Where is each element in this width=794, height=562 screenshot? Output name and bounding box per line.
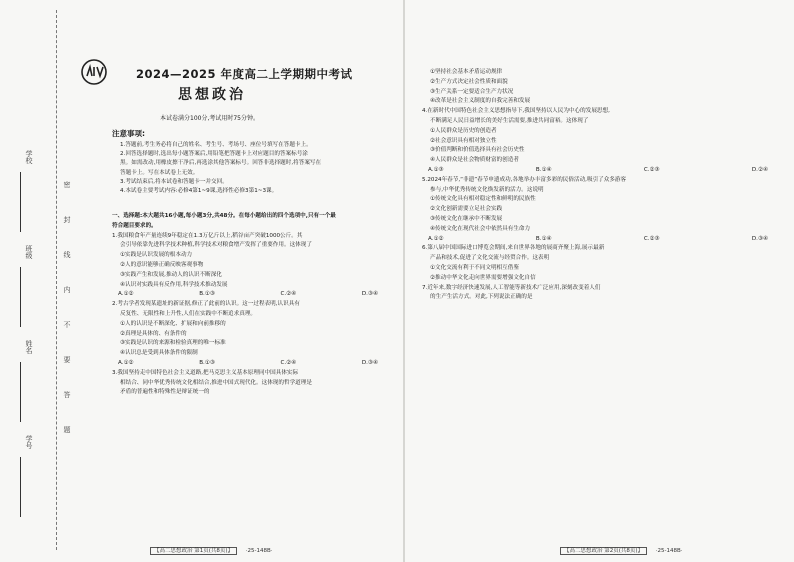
question-line: ①人的认识是不断深化、扩展和向前推移的	[120, 320, 226, 327]
answer-option: C.②④	[280, 359, 297, 366]
notice-list: 1.答题前,考生务必将自己的姓名、考生号、考场号、座位号填写在答题卡上。 2.回答选择题时,选出每小题答案后,用铅笔把答题卡上对应题目的答案标号涂 黑。如需改动,用橡皮擦干净后,再选涂其他答案标号。回答非选择题时,将答案写在 答题卡上。写在本试卷上无效。 3.考试结束后,将本试卷和答题卡一并交回。 4.本试卷主要考试内容:必修4第1~9课,选择性必修3第1~3课。	[120, 142, 322, 195]
question-line: 4.在新时代中国特色社会主义思想指导下,我国坚持以人民为中心的发展思想,	[422, 108, 610, 115]
left-question-column	[112, 212, 396, 398]
answer-option: A.①③	[428, 166, 444, 173]
exam-title-year: 2024—2025 年度高二上学期期中考试	[136, 67, 353, 81]
question-line: 不断满足人民日益增长的美好生活需要,推进共同富裕。这体现了	[430, 117, 589, 124]
question-line: 7.近年来,数字经济快速发展,人工智能等新技术广泛应用,深刻改变着人们	[422, 284, 601, 291]
question-line: 5.2024年春节,“非遗”春节申遗成功,各地举办丰富多彩的民俗活动,吸引了众多游客	[422, 176, 627, 183]
question-line: ④认识对实践具有反作用,科学技术推动发展	[120, 281, 228, 288]
answer-option: B.①④	[535, 235, 552, 242]
answer-option: C.②③	[643, 235, 660, 242]
right-question-column	[422, 68, 786, 303]
answer-option: B.①③	[199, 359, 215, 366]
footer-right: 【高二思想政治 第2页(共8页)】 ·25-148B·	[560, 546, 683, 554]
question-line: ①坚持社会基本矛盾运动规律	[430, 69, 503, 75]
exam-title-subject: 思想政治	[178, 87, 246, 103]
question-line: ③实践是认识的来源和检验真理的唯一标准	[120, 340, 226, 347]
field-id: 学号	[25, 435, 33, 449]
question-line: ③实践产生和发展,推动人的认识不断深化	[120, 271, 222, 278]
answer-option: D.②④	[751, 166, 768, 173]
question-line: 6.第八届中国国际进口博览会期间,来自世界各地的展商齐聚上海,展示最新	[422, 245, 605, 252]
question-line: 相结合、同中华优秀传统文化相结合,推进中国式现代化。这体现的哲学道理是	[120, 379, 312, 386]
question-line: ④人民群众是社会物质财富的创造者	[430, 157, 519, 164]
field-school: 学校	[25, 150, 33, 164]
answer-option: B.①④	[535, 166, 552, 173]
question-line: ②文化创新需要立足社会实践	[430, 206, 503, 213]
question-line: ①人民群众是历史的创造者	[430, 127, 497, 134]
question-line: 3.我国坚持走中国特色社会主义道路,把马克思主义基本原理同中国具体实际	[112, 369, 299, 376]
question-line: ④传统文化在现代社会中依然具有生命力	[430, 225, 531, 232]
question-line: 矛盾的普遍性和特殊性是辩证统一的	[120, 389, 210, 396]
answer-option: A.①②	[118, 359, 134, 366]
question-line: ②推动中华文化走向世界需要增强文化自信	[430, 274, 536, 281]
answer-option: A.①②	[428, 235, 444, 242]
exam-meta: 本试卷满分100分,考试用时75分钟。	[160, 115, 259, 122]
field-class: 班级	[25, 245, 33, 259]
answer-option: A.①②	[118, 291, 134, 298]
answer-options	[112, 290, 396, 300]
answer-options	[422, 166, 786, 176]
answer-options	[422, 235, 786, 245]
section-heading: 一、选择题:本大题共16小题,每小题3分,共48分。在每小题给出的四个选项中,只有一个最	[112, 213, 336, 219]
answer-option: B.①③	[199, 291, 215, 298]
question-line: ③生产关系一定要适合生产力状况	[430, 88, 514, 95]
question-line: 产品和技术,促进了文化交流与经贸合作。这表明	[430, 255, 550, 262]
question-line: ①传统文化具有相对稳定性和鲜明的民族性	[430, 196, 536, 203]
question-line: ③价值判断和价值选择具有社会历史性	[430, 147, 525, 154]
school-logo-icon	[80, 58, 108, 86]
question-line: 2.考古学者发现某遗址的新证据,修正了此前的认识。这一过程表明,认识具有	[112, 301, 300, 308]
page-fold	[403, 0, 405, 562]
answer-options	[112, 359, 396, 369]
answer-option: D.③④	[361, 359, 378, 366]
question-line: ④改革是社会主义制度的自我完善和发展	[430, 98, 531, 105]
question-line: ②人的意识能够正确反映客观事物	[120, 261, 204, 268]
question-line: ②社会意识具有相对独立性	[430, 137, 497, 144]
question-line: ①实践是认识发展的根本动力	[120, 252, 193, 259]
seal-line	[56, 10, 57, 550]
answer-option: D.③④	[361, 291, 378, 298]
field-name: 姓名	[25, 340, 33, 354]
question-line: 反复性、无限性和上升性,人们在实践中不断追求真理。	[120, 310, 257, 317]
question-line: ③传统文化在继承中不断发展	[430, 215, 503, 222]
binding-strip: 学校 班级 姓名 学号 密 封 线 内 不 要 答 题	[0, 0, 80, 562]
notice-heading: 注意事项:	[112, 129, 145, 138]
question-line: 会引导依靠先进科学技术种植,科学技术对粮食增产发挥了重要作用。这体现了	[120, 242, 312, 249]
footer-left: 【高二思想政治 第1页(共8页)】 ·25-148B·	[150, 546, 273, 554]
answer-option: D.③④	[751, 235, 768, 242]
question-line: ②生产方式决定社会性质和面貌	[430, 78, 508, 85]
section-heading: 符合题目要求的。	[112, 222, 157, 229]
answer-option: C.②④	[280, 291, 297, 298]
question-line: 的生产生活方式。对此,下列说法正确的是	[430, 294, 533, 301]
question-line: 1.我国粮食年产量连续9年稳定在1.3万亿斤以上,稻谷亩产突破1000公斤。其	[112, 232, 303, 239]
answer-option: C.②③	[643, 166, 660, 173]
question-line: ①文化交流有利于不同文明相互借鉴	[430, 264, 519, 271]
question-line: ④认识总是受到具体条件的限制	[120, 350, 198, 357]
question-line: ②真理是具体的、有条件的	[120, 330, 187, 337]
question-line: 参与,中华优秀传统文化焕发新的活力。这说明	[430, 186, 544, 193]
